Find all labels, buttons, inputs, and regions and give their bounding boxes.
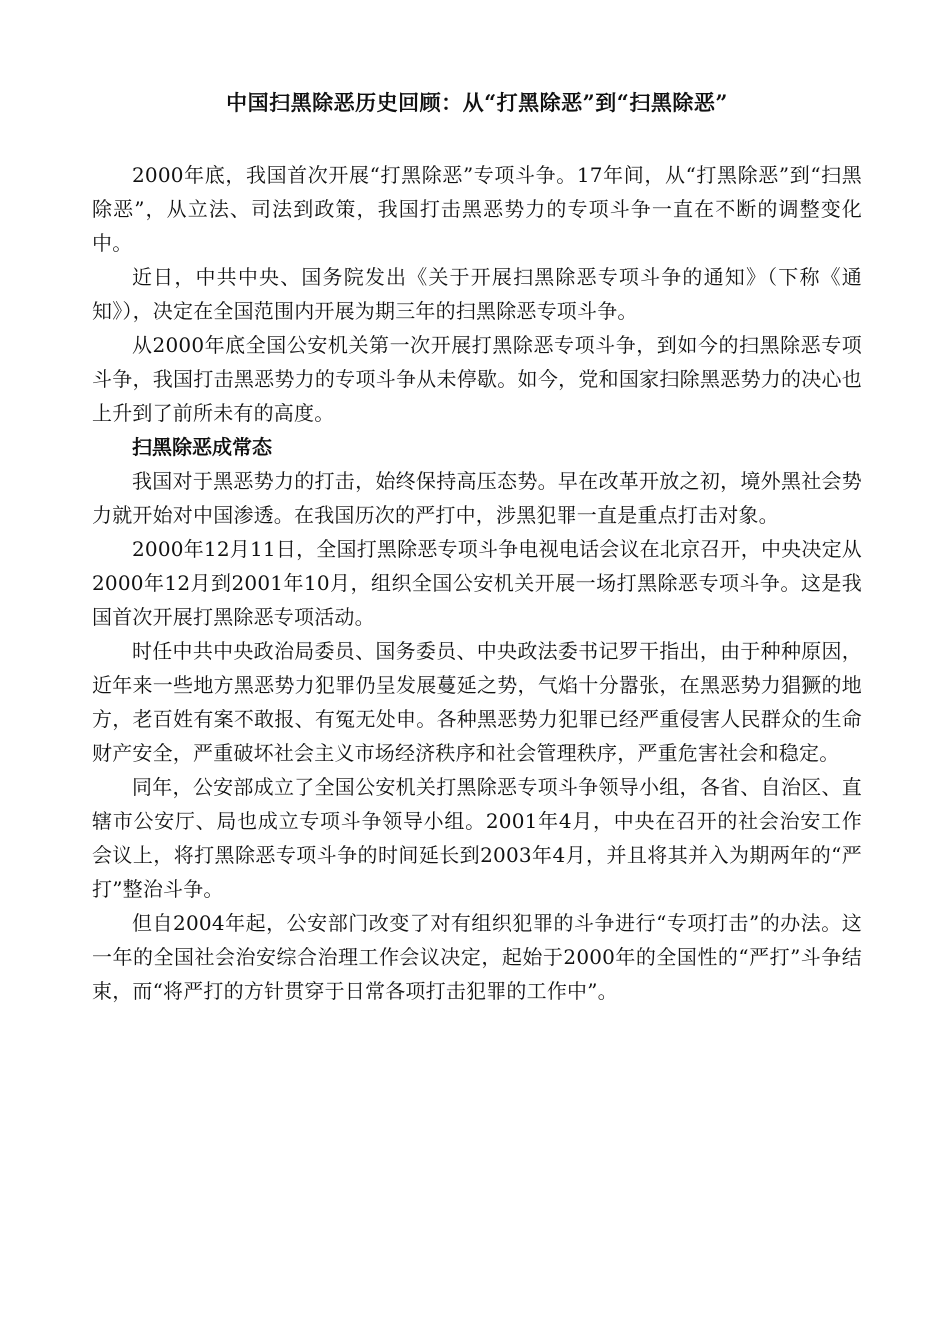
paragraph: 2000年底，我国首次开展“打黑除恶”专项斗争。17年间，从“打黑除恶”到“扫黑除恶”，从立法、司法到政策，我国打击黑恶势力的专项斗争一直在不断的调整变化中。 bbox=[92, 163, 862, 255]
document-page bbox=[92, 88, 862, 1008]
paragraph: 近日，中共中央、国务院发出《关于开展扫黑除恶专项斗争的通知》（下称《通知》），决定在全国范围内开展为期三年的扫黑除恶专项斗争。 bbox=[92, 265, 862, 323]
paragraph: 2000年12月11日，全国打黑除恶专项斗争电视电话会议在北京召开，中央决定从2000年12月到2001年10月，组织全国公安机关开展一场打黑除恶专项斗争。这是我国首次开展打黑除恶专项活动。 bbox=[92, 537, 862, 629]
paragraph: 同年，公安部成立了全国公安机关打黑除恶专项斗争领导小组，各省、自治区、直辖市公安厅、局也成立专项斗争领导小组。2001年4月，中央在召开的社会治安工作会议上，将打黑除恶专项斗争的时间延长到2003年4月，并且将其并入为期两年的“严打”整治斗争。 bbox=[92, 775, 862, 901]
paragraph: 时任中共中央政治局委员、国务委员、中央政法委书记罗干指出，由于种种原因，近年来一些地方黑恶势力犯罪仍呈发展蔓延之势，气焰十分嚣张，在黑恶势力猖獗的地方，老百姓有案不敢报、有冤无处申。各种黑恶势力犯罪已经严重侵害人民群众的生命财产安全，严重破坏社会主义市场经济秩序和社会管理秩序，严重危害社会和稳定。 bbox=[92, 639, 862, 765]
section-heading: 扫黑除恶成常态 bbox=[132, 435, 272, 459]
paragraph: 但自2004年起，公安部门改变了对有组织犯罪的斗争进行“专项打击”的办法。这一年的全国社会治安综合治理工作会议决定，起始于2000年的全国性的“严打”斗争结束，而“将严打的方针贯穿于日常各项打击犯罪的工作中”。 bbox=[92, 911, 862, 1003]
paragraph: 从2000年底全国公安机关第一次开展打黑除恶专项斗争，到如今的扫黑除恶专项斗争，我国打击黑恶势力的专项斗争从未停歇。如今，党和国家扫除黑恶势力的决心也上升到了前所未有的高度。 bbox=[92, 333, 862, 425]
paragraph: 我国对于黑恶势力的打击，始终保持高压态势。早在改革开放之初，境外黑社会势力就开始对中国渗透。在我国历次的严打中，涉黑犯罪一直是重点打击对象。 bbox=[92, 469, 862, 527]
document-body bbox=[92, 158, 862, 1008]
document-title: 中国扫黑除恶历史回顾：从“打黑除恶”到“扫黑除恶” bbox=[226, 90, 728, 115]
